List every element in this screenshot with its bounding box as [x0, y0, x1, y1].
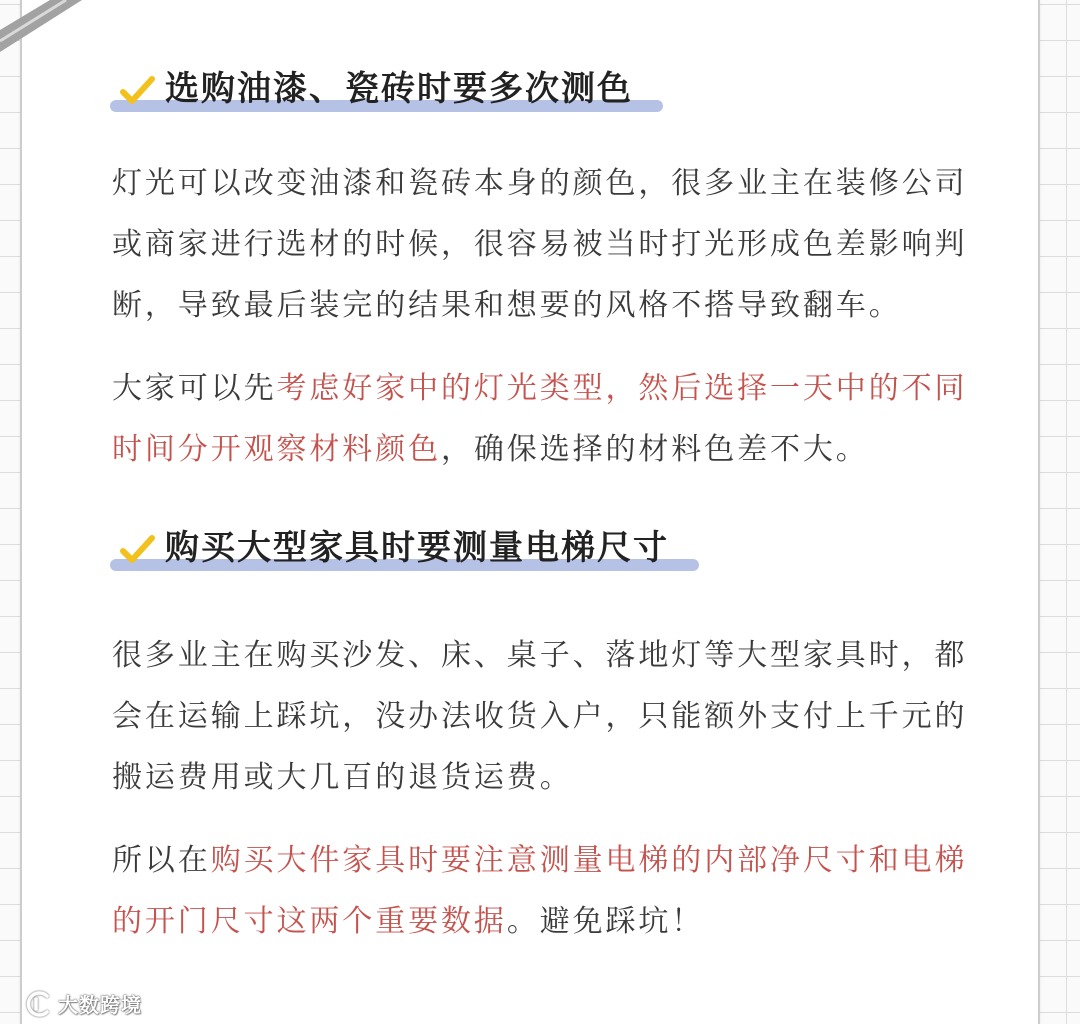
text-run: 很多业主在购买沙发、床、桌子、落地灯等大型家具时，都 — [112, 638, 968, 673]
paragraph — [112, 830, 967, 952]
checkmark-icon — [118, 534, 156, 564]
paragraph — [112, 153, 967, 336]
paragraph-line — [112, 891, 967, 952]
paragraph-line — [112, 275, 967, 336]
text-run: 所以在 — [112, 843, 211, 878]
pencil-icon — [0, 0, 90, 60]
highlighted-text-run: 购买大件家具时要注意测量电梯的内部净尺寸和电梯 — [210, 843, 968, 878]
text-run: ，确保选择的材料色差不大。 — [441, 432, 869, 467]
watermark — [22, 989, 142, 1018]
text-run: 大家可以先 — [112, 371, 277, 406]
highlighted-text-run: 考虑好家中的灯光类型，然后选择一天中的不同 — [276, 371, 968, 406]
section-heading — [110, 66, 663, 114]
section-heading — [110, 525, 699, 573]
article-card — [20, 0, 1040, 1024]
text-run: 断，导致最后装完的结果和想要的风格不搭导致翻车。 — [112, 288, 902, 323]
text-run: 。避免踩坑！ — [506, 904, 705, 939]
section-heading-text: 选购油漆、瓷砖时要多次测色 — [165, 69, 633, 109]
highlighted-text-run: 时间分开观察材料颜色 — [112, 432, 441, 467]
paragraph-line — [112, 686, 967, 747]
paragraph-line — [112, 153, 967, 214]
text-run: 会在运输上踩坑，没办法收货入户，只能额外支付上千元的 — [112, 699, 968, 734]
text-run: 灯光可以改变油漆和瓷砖本身的颜色，很多业主在装修公司 — [112, 166, 968, 201]
section-heading-text: 购买大型家具时要测量电梯尺寸 — [165, 528, 669, 568]
paragraph-line — [112, 830, 967, 891]
paragraph — [112, 625, 967, 808]
paragraph-line — [112, 358, 967, 419]
paragraph-line — [112, 625, 967, 686]
text-run: 或商家进行选材的时候，很容易被当时打光形成色差影响判 — [112, 227, 968, 262]
paragraph-line — [112, 214, 967, 275]
brand-logo-icon — [22, 990, 52, 1018]
text-run: 搬运费用或大几百的退货运费。 — [112, 760, 573, 795]
paragraph — [112, 358, 967, 480]
paragraph-line — [112, 747, 967, 808]
checkmark-icon — [118, 75, 156, 105]
paragraph-line — [112, 419, 967, 480]
watermark-brand: 大数跨境 — [58, 993, 142, 1017]
highlighted-text-run: 的开门尺寸这两个重要数据 — [112, 904, 507, 939]
